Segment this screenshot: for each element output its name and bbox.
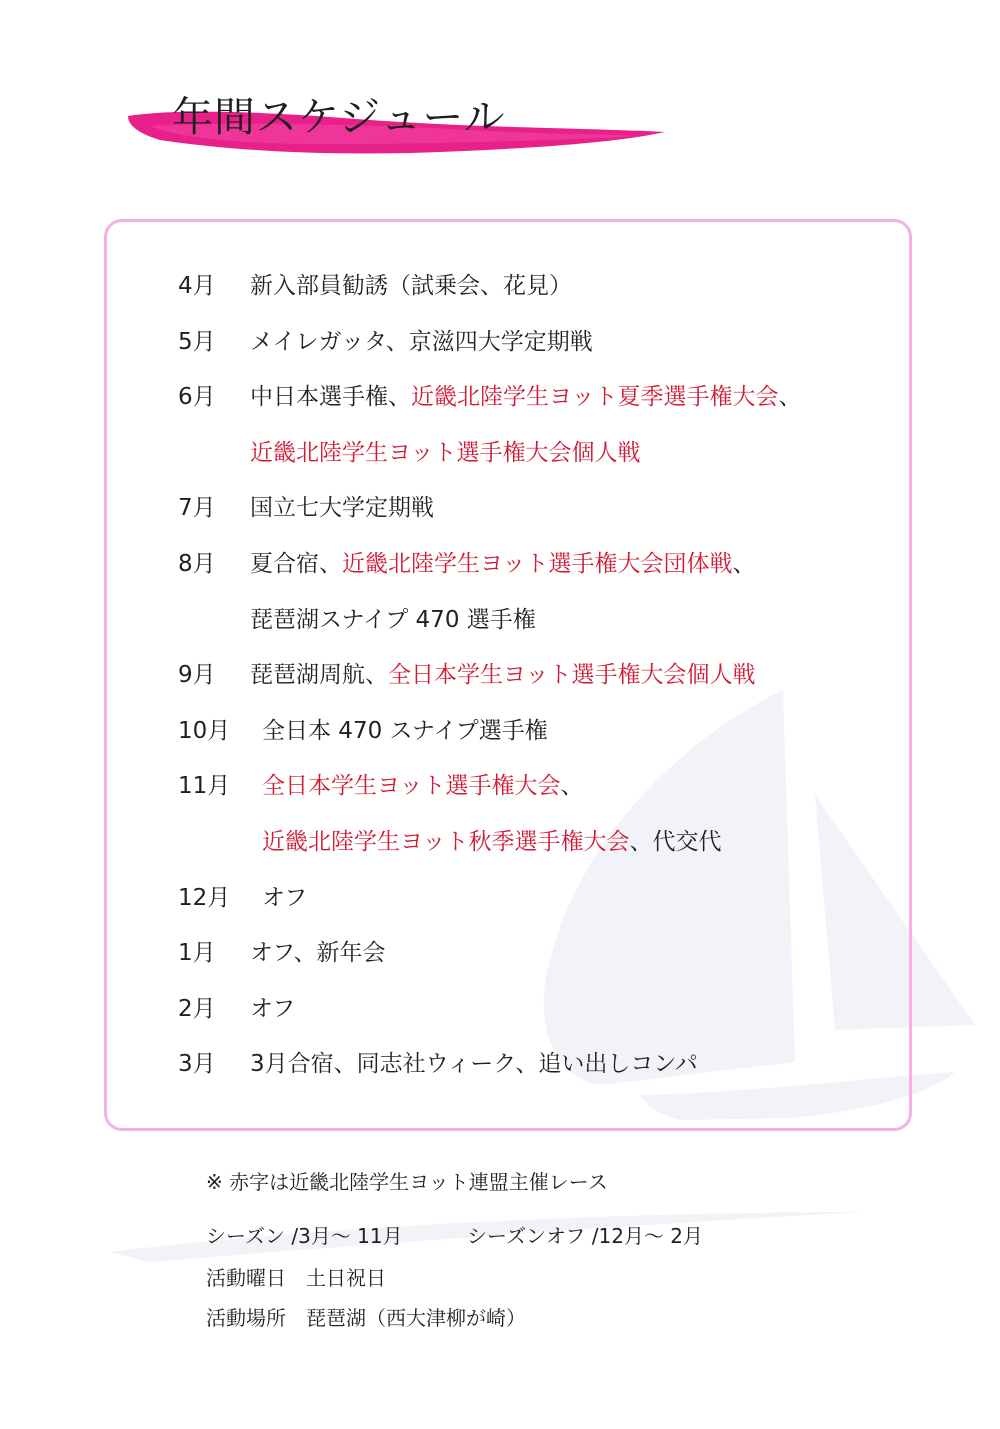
- month-label: 11月: [178, 773, 231, 800]
- league-race-text: 近畿北陸学生ヨット選手権大会個人戦: [250, 439, 641, 466]
- event-text: [250, 381, 802, 413]
- month-label: 2月: [178, 995, 216, 1022]
- title-area: [120, 78, 680, 188]
- event-part-text: 中日本選手権、: [250, 384, 411, 411]
- legend-note: ※ 赤字は近畿北陸学生ヨット連盟主催レース: [206, 1170, 608, 1194]
- event-part-text: 、: [732, 551, 756, 577]
- month-label: 8月: [178, 551, 216, 577]
- league-race-text: 全日本学生ヨット選手権大会個人戦: [388, 662, 756, 689]
- event-part-text: 全日本 470 スナイプ選手権: [262, 717, 548, 744]
- month-label: 7月: [178, 495, 216, 522]
- event-text: [250, 548, 756, 580]
- league-race-text: 近畿北陸学生ヨット選手権大会団体戦: [342, 551, 733, 577]
- event-text: [262, 882, 307, 914]
- event-text: [262, 770, 584, 802]
- season-period: シーズン /3月～ 11月: [206, 1224, 403, 1248]
- month-label: 9月: [178, 662, 216, 689]
- event-text: [250, 993, 295, 1025]
- event-text: [250, 326, 593, 358]
- month-label: 12月: [178, 884, 231, 911]
- activity-days: 活動曜日 土日祝日: [206, 1266, 386, 1290]
- event-text: [262, 715, 548, 747]
- event-part-text: 琵琶湖周航、: [250, 662, 388, 689]
- event-part-text: 、代交代: [629, 829, 722, 855]
- event-part-text: 3月合宿、同志社ウィーク、追い出しコンパ: [250, 1051, 698, 1078]
- month-label: 5月: [178, 328, 216, 355]
- event-part-text: 新入部員勧誘（試乗会、花見）: [250, 273, 572, 299]
- event-part-text: 、: [560, 773, 584, 800]
- event-text: [250, 492, 434, 524]
- event-text: [262, 826, 722, 858]
- event-part-text: メイレガッタ、京滋四大学定期戦: [250, 328, 593, 355]
- league-race-text: 近畿北陸学生ヨット夏季選手権大会: [411, 384, 779, 411]
- month-label: 6月: [178, 384, 216, 411]
- off-season-period: シーズンオフ /12月～ 2月: [467, 1224, 704, 1248]
- page-title: 年間スケジュール: [172, 93, 506, 141]
- event-part-text: オフ: [262, 884, 308, 911]
- event-part-text: 夏合宿、: [250, 551, 342, 577]
- league-race-text: 近畿北陸学生ヨット秋季選手権大会: [262, 829, 630, 855]
- league-race-text: 全日本学生ヨット選手権大会: [262, 773, 561, 800]
- event-part-text: オフ: [250, 995, 296, 1022]
- event-text: [250, 937, 385, 969]
- event-text: [250, 604, 536, 636]
- event-part-text: 琵琶湖スナイプ 470 選手権: [250, 606, 536, 633]
- month-label: 1月: [178, 940, 216, 967]
- activity-place: 活動場所 琵琶湖（西大津柳が崎）: [206, 1306, 526, 1330]
- month-label: 3月: [178, 1051, 216, 1078]
- month-label: 4月: [178, 273, 216, 299]
- event-part-text: オフ、新年会: [250, 940, 386, 967]
- event-text: [250, 659, 756, 691]
- event-text: [250, 270, 572, 302]
- event-text: [250, 1048, 698, 1080]
- event-part-text: 国立七大学定期戦: [250, 495, 434, 522]
- month-label: 10月: [178, 717, 231, 744]
- event-text: [250, 437, 641, 469]
- event-part-text: 、: [778, 384, 802, 411]
